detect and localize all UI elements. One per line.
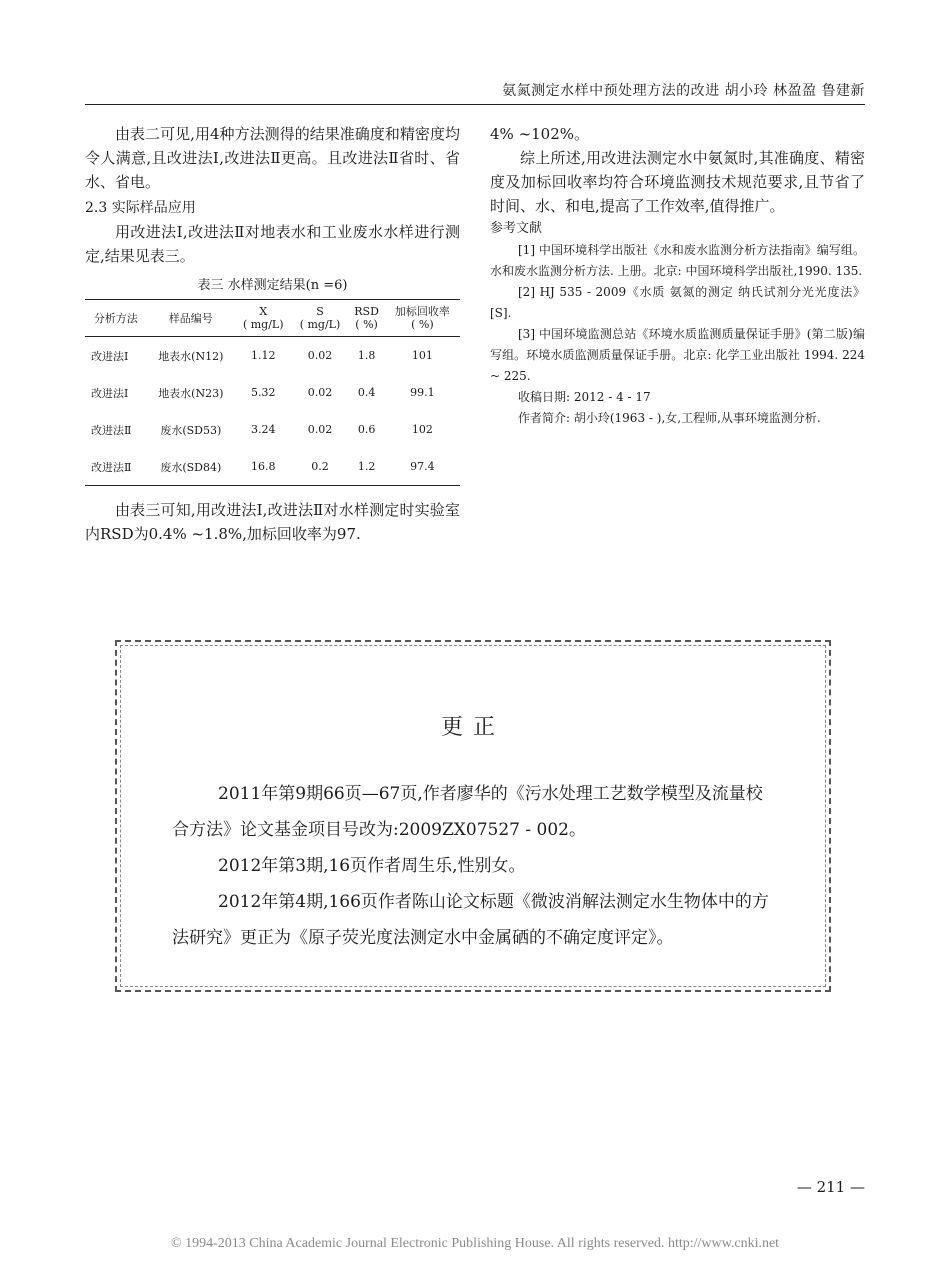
correction-item: 2011年第9期66页—67页,作者廖华的《污水处理工艺数学模型及流量校合方法》论文基金项目号改为:2009ZX07527 - 002。 [172, 784, 763, 840]
header-recovery-unit: ( %) [411, 318, 434, 331]
cell-x: 5.32 [250, 386, 276, 399]
cell-method: 改进法Ⅰ [91, 386, 129, 400]
cell-s: 0.02 [307, 349, 333, 362]
cell-rsd: 1.2 [348, 448, 384, 486]
references-heading: 参考文献 [490, 221, 543, 236]
section-heading: 2.3 实际样品应用 [85, 200, 196, 216]
table-row [85, 411, 460, 448]
cell-method: 改进法Ⅰ [91, 349, 129, 363]
table-title: 表三 水样测定结果(n =6) [197, 278, 348, 293]
header-recovery-label: 加标回收率 [394, 305, 450, 318]
conclusion-paragraph: 综上所述,用改进法测定水中氨氮时,其准确度、精密度及加标回收率均符合环境监测技术规范要求,且节省了时间、水、和电,提高了工作效率,值得推广。 [490, 149, 865, 215]
results-paragraph: 由表二可见,用4种方法测得的结果准确度和精密度均令人满意,且改进法Ⅰ,改进法Ⅱ更高。且改进法Ⅱ省时、省水、省电。 [85, 125, 460, 191]
header-x [235, 300, 292, 337]
correction-notice-title: 更正 [440, 715, 505, 740]
copyright-footer: © 1994-2013 China Academic Journal Electronic Publishing House. All rights reserved. http://www.cnki.net [170, 1236, 780, 1251]
cell-x: 3.24 [250, 423, 276, 436]
header-rule [85, 104, 865, 105]
header-sample: 样品编号 [147, 300, 235, 337]
continued-paragraph: 4% ~102%。 [490, 125, 590, 143]
reference-item: [2] HJ 535 - 2009《水质 氨氮的测定 纳氏试剂分光光度法》[S]. [490, 285, 865, 320]
reference-item: [1] 中国环境科学出版社《水和废水监测分析方法指南》编写组。水和废水监测分析方法. 上册。北京: 中国环境科学出版社,1990. 135. [490, 243, 865, 278]
header-rsd [348, 300, 384, 337]
cell-s: 0.02 [307, 386, 333, 399]
header-x-unit: ( mg/L) [242, 318, 284, 331]
page-number: — 211 — [796, 1178, 865, 1196]
left-column [85, 122, 460, 546]
table-header-row [85, 300, 460, 337]
received-date: 收稿日期: 2012 - 4 - 17 [518, 390, 651, 404]
correction-item: 2012年第3期,16页作者周生乐,性别女。 [218, 856, 526, 876]
header-recovery [385, 300, 460, 337]
header-s-unit: ( mg/L) [299, 318, 341, 331]
table-row [85, 337, 460, 375]
running-header: 氨氮测定水样中预处理方法的改进 胡小玲 林盈盈 鲁建新 [502, 83, 865, 99]
cell-rsd: 1.8 [357, 349, 376, 362]
cell-x: 16.8 [235, 448, 292, 486]
cell-sample: 废水(SD53) [160, 423, 222, 437]
cell-method: 改进法Ⅱ [91, 423, 132, 437]
table-row [85, 448, 460, 486]
cell-rsd: 0.4 [357, 386, 376, 399]
cell-method: 改进法Ⅱ [85, 448, 147, 486]
cell-s: 0.02 [307, 423, 333, 436]
cell-x: 1.12 [250, 349, 276, 362]
cell-recovery: 102 [411, 423, 433, 436]
cell-sample: 地表水(N23) [158, 386, 224, 400]
reference-item: [3] 中国环境监测总站《环境水质监测质量保证手册》(第二版)编写组。环境水质监测质量保证手册。北京: 化学工业出版社 1994. 224 ~ 225. [490, 327, 865, 383]
application-paragraph: 用改进法Ⅰ,改进法Ⅱ对地表水和工业废水水样进行测定,结果见表三。 [85, 223, 460, 265]
right-column [490, 122, 865, 429]
header-rsd-label: RSD [354, 305, 379, 318]
header-rsd-unit: ( %) [355, 318, 378, 331]
author-bio: 作者简介: 胡小玲(1963 - ),女,工程师,从事环境监测分析. [518, 411, 821, 425]
cell-recovery: 97.4 [385, 448, 460, 486]
results-table [85, 299, 460, 486]
header-s [292, 300, 349, 337]
cell-s: 0.2 [292, 448, 349, 486]
cell-sample: 废水(SD84) [147, 448, 235, 486]
correction-notice-body [172, 776, 772, 956]
header-s-label: S [316, 305, 324, 318]
table-summary-paragraph: 由表三可知,用改进法Ⅰ,改进法Ⅱ对水样测定时实验室内RSD为0.4% ~1.8%,加标回收率为97. [85, 501, 460, 543]
cell-sample: 地表水(N12) [158, 349, 224, 363]
table-row [85, 374, 460, 411]
cell-recovery: 101 [411, 349, 433, 362]
cell-rsd: 0.6 [357, 423, 376, 436]
header-x-label: X [259, 305, 268, 318]
header-method: 分析方法 [85, 300, 147, 337]
cell-recovery: 99.1 [410, 386, 435, 399]
correction-item: 2012年第4期,166页作者陈山论文标题《微波消解法测定水生物体中的方法研究》更正为《原子荧光度法测定水中金属硒的不确定度评定》。 [172, 892, 769, 948]
